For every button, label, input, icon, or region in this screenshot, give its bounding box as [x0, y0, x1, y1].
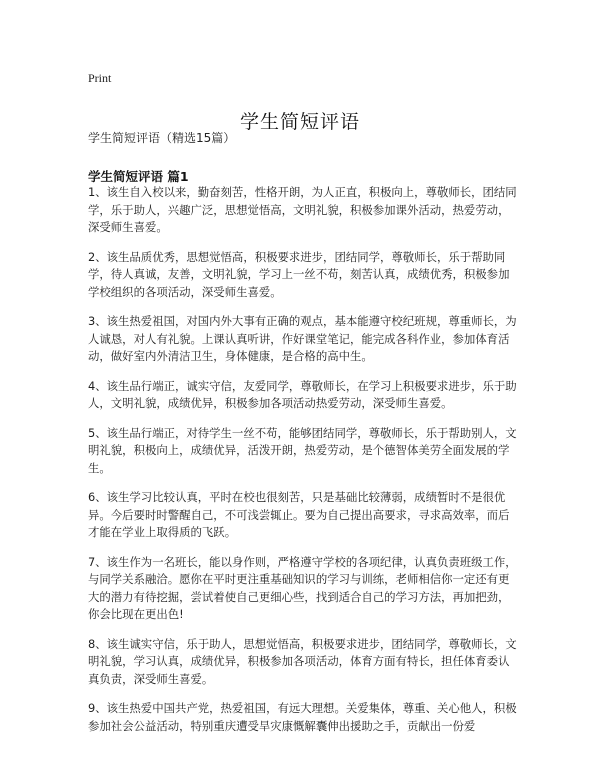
comment-paragraph-2: 2、该生品质优秀，思想觉悟高，积极要求进步，团结同学，尊敬师长，乐于帮助同学，待人真诚，友善，文明礼貌，学习上一丝不苟，刻苦认真，成绩优秀，积极参加学校组织的各项活动，深受师生喜爱。	[88, 249, 510, 299]
document-subtitle: 学生简短评语（精选15篇）	[88, 131, 236, 145]
comment-paragraph-8: 8、该生诚实守信，乐于助人，思想觉悟高，积极要求进步，团结同学，尊敬师长，文明礼貌，学习认真，成绩优异，积极参加各项活动，体育方面有特长，担任体育委认真负责，深受师生喜爱。	[88, 636, 517, 686]
comment-paragraph-3: 3、该生热爱祖国，对国内外大事有正确的观点，基本能遵守校纪班规，尊重师长，为人诚恳，对人有礼貌。上课认真听讲，作好课堂笔记，能完成各科作业，参加体育活动，做好室内外清洁卫生，身体健康，是合格的高中生。	[88, 314, 517, 363]
print-label: Print	[88, 71, 112, 85]
document-title: 学生简短评语	[239, 110, 360, 133]
comment-paragraph-6: 6、该生学习比较认真，平时在校也很刻苦，只是基础比较薄弱，成绩暂时不是很优异。今后要时时警醒自己，不可浅尝辄止。要为自己提出高要求，寻求高效率，而后才能在学业上取得质的飞跃。	[88, 490, 510, 539]
document-body	[88, 184, 518, 747]
section-heading: 学生简短评语 篇1	[88, 169, 189, 185]
comment-paragraph-7: 7、该生作为一名班长，能以身作则，严格遵守学校的各项纪律，认真负责班级工作，与同学关系融洽。愿你在平时更注重基础知识的学习与训练，老师相信你一定还有更大的潜力有待挖掘，尝试着使自己更细心些，找到适合自己的学习方法，再加把劲，你会比现在更出色!	[88, 554, 517, 621]
comment-paragraph-1: 1、该生自入校以来，勤奋刻苦，性格开朗，为人正直，积极向上，尊敬师长，团结同学，乐于助人，兴趣广泛，思想觉悟高，文明礼貌，积极参加课外活动，热爱劳动，深受师生喜爱。	[88, 185, 517, 234]
comment-paragraph-5: 5、该生品行端正，对待学生一丝不苟，能够团结同学，尊敬师长，乐于帮助别人，文明礼貌，积极向上，成绩优异，活泼开朗，热爱劳动，是个德智体美劳全面发展的学生。	[88, 425, 517, 475]
comment-paragraph-4: 4、该生品行端正，诚实守信，友爱同学，尊敬师长，在学习上积极要求进步，乐于助人，文明礼貌，成绩优异，积极参加各项活动热爱劳动，深受师生喜爱。	[88, 378, 517, 410]
comment-paragraph-9: 9、该生热爱中国共产党，热爱祖国，有远大理想。关爱集体，尊重、关心他人，积极参加社会公益活动，特别重庆遭受旱灾康慨解囊伸出援助之手，贡献出一份爱	[88, 701, 517, 733]
